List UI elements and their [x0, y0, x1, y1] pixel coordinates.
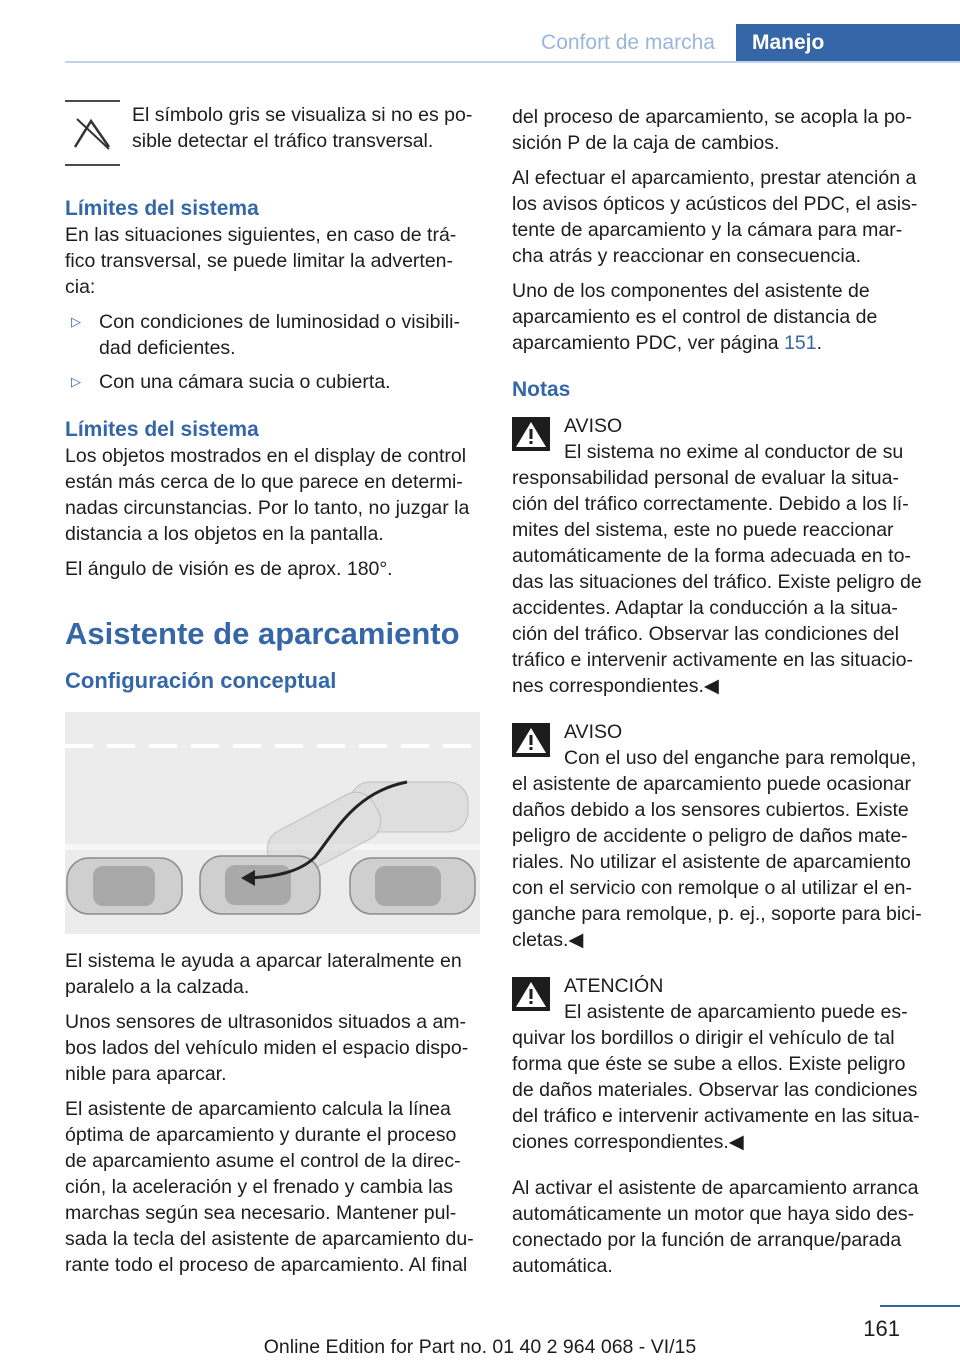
main-heading: Asistente de aparcamiento [65, 616, 460, 651]
note-text: El sistema no exime al conductor de su responsabilidad personal de evaluar la situa‐ ción del tráfico correctamente. Debido a los lí‐ mites del sistema, este no puede reaccionar automáticamente de la forma adecuada en to‐ das las situaciones del tráfico. Existe peligro de accidentes. Adaptar la conducción a la situa‐ ción del tráfico. Observar las condiciones del tráfico e intervenir activamente en las situacio‐ nes correspondientes.◀ [512, 441, 922, 697]
bullet-triangle-icon: ▷ [71, 314, 81, 329]
cross-traffic-gray-icon [65, 100, 120, 166]
angle-text: El ángulo de visión es de aprox. 180°. [65, 558, 393, 580]
bullet-text: Con condiciones de luminosidad o visibili‐ dad deficientes. [99, 311, 460, 359]
para1: El sistema le ayuda a aparcar lateralmente en paralelo a la calzada. [65, 950, 462, 998]
note-title: AVISO [564, 721, 623, 743]
sub-heading: Configuración conceptual [65, 668, 337, 693]
notes-heading: Notas [512, 378, 571, 401]
para3: El asistente de aparcamiento calcula la línea óptima de aparcamiento y durante el proceso de aparcamiento asume el control de la direc‐ ción, la aceleración y el frenado y cambia las marchas según sea necesario. Mantener pul‐ sada la tecla del asistente de aparcamiento du‐ rante todo el proceso de aparcamiento. Al final [65, 1098, 474, 1276]
list-item [65, 309, 480, 361]
bullet-triangle-icon: ▷ [71, 374, 81, 389]
right-column [512, 104, 928, 1288]
para-pdc-text: Uno de los componentes del asistente de aparcamiento es el control de distancia de aparcamiento PDC, ver página [512, 280, 878, 354]
para-cont: del proceso de aparcamiento, se acopla la po‐ sición P de la caja de cambios. [512, 106, 912, 154]
note-title: ATENCIÓN [564, 975, 664, 997]
para2: Unos sensores de ultrasonidos situados a am‐ bos lados del vehículo miden el espacio dispo‐ nible para aparcar. [65, 1011, 469, 1085]
limits1-heading: Límites del sistema [65, 197, 259, 220]
car-left [67, 858, 182, 914]
attention-note [512, 973, 928, 1155]
tab-confort-de-marcha[interactable]: Confort de marcha [541, 31, 715, 54]
warning-triangle-icon [512, 417, 550, 451]
header-divider [65, 61, 960, 63]
gray-symbol-row [65, 100, 480, 166]
list-item [65, 369, 480, 395]
limits2-text: Los objetos mostrados en el display de control están más cerca de lo que parece en determi‐ nadas circunstancias. Por lo tanto, no juzgar la distancia a los objetos en la pantalla. [65, 445, 470, 545]
warning-triangle-icon [512, 977, 550, 1011]
left-column [65, 100, 480, 1287]
page-link[interactable]: 151 [784, 332, 817, 354]
tab-manejo[interactable]: Manejo [736, 24, 960, 62]
warning-note [512, 719, 928, 953]
para-attention: Al efectuar el aparcamiento, prestar atención a los avisos ópticos y acústicos del PDC, el asis‐ tente de aparcamiento y la cámara para mar‐ cha atrás y reaccionar en consecuencia. [512, 167, 918, 267]
edition-footer: Online Edition for Part no. 01 40 2 964 068 - VI/15 [263, 1336, 697, 1358]
note-text: Con el uso del enganche para remolque, el asistente de aparcamiento puede ocasionar daños debido a los sensores cubiertos. Existe peligro de accidente o peligro de daños mate‐ riales. No utilizar el asistente de aparcamiento con el servicio con remolque o al utilizar el en‐ ganche para remolque, p. ej., soporte para bici‐ cletas.◀ [512, 747, 922, 951]
note-title: AVISO [564, 415, 623, 437]
gray-symbol-text: El símbolo gris se visualiza si no es po‐ sible detectar el tráfico transversal. [132, 104, 473, 152]
limits2-heading: Límites del sistema [65, 418, 259, 441]
limits1-text: En las situaciones siguientes, en caso de trá‐ fico transversal, se puede limitar la adverten‐ cia: [65, 224, 457, 298]
para-pdc-end: . [816, 332, 823, 354]
note-text: El asistente de aparcamiento puede es‐ quivar los bordillos o dirigir el vehículo de tal forma que éste se sube a ellos. Existe peligro de daños materiales. Observar las condiciones del tráfico e intervenir activamente en las situa‐ ciones correspondientes.◀ [512, 1001, 920, 1153]
warning-note [512, 413, 928, 699]
para-final: Al activar el asistente de aparcamiento arranca automáticamente un motor que haya sido des‐ conectado por la función de arranque/parada automática. [512, 1177, 919, 1277]
page-number: 161 [863, 1316, 900, 1341]
warning-triangle-icon [512, 723, 550, 757]
bullet-text: Con una cámara sucia o cubierta. [99, 371, 391, 393]
parking-illustration [65, 712, 480, 934]
para-pdc [512, 278, 928, 356]
footer-divider [880, 1305, 960, 1307]
